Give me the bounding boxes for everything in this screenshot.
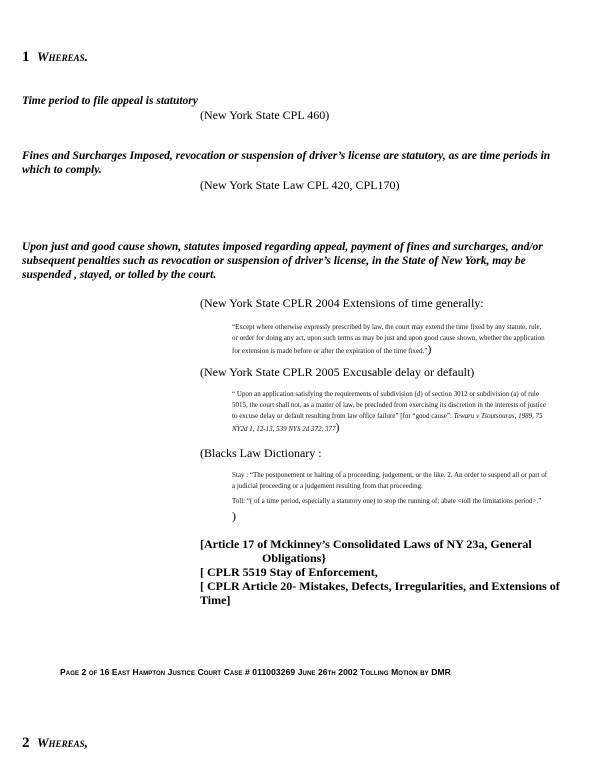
cplr-2005-quote — [232, 389, 597, 435]
blacks-closing-paren: ) — [232, 509, 236, 523]
citation-cpl-460: (New York State CPL 460) — [200, 108, 330, 122]
section-label: Whereas. — [37, 49, 88, 64]
blacks-toll-definition: Toll: “( of a time period, especially a statutory one) to stop the running of; abate <toll the limitations period>.” — [232, 497, 542, 505]
section-number: 2 — [22, 735, 30, 751]
cplr-article-20: [ CPLR Article 20- Mistakes, Defects, Irregularities, and Extensions of — [200, 579, 560, 593]
statement-good-cause — [22, 240, 597, 282]
section-number: 1 — [22, 49, 30, 65]
quote-line: “Except where otherwise expressly prescribed by law, the court may extend the time fixed by any statute, rule, — [232, 323, 542, 331]
quote-line — [232, 422, 597, 435]
statement-fines — [22, 149, 592, 177]
article-17: [Article 17 of Mckinney’s Consolidated Laws of NY 23a, General — [200, 537, 532, 551]
quote-line: or order for doing any act, upon such terms as may be just and upon good cause shown, whether the application — [232, 334, 545, 342]
statement-line: suspended , stayed, or tolled by the court. — [22, 269, 217, 281]
quote-text: for extension is made before or after the expiration of the time fixed.” — [232, 347, 428, 355]
quote-line: “ Upon an application satisfying the requirements of subdivision (d) of section 3012 or subdivision (a) of rule — [232, 390, 539, 398]
section-label: Whereas, — [37, 735, 88, 750]
cplr-2004-title: (New York State CPLR 2004 Extensions of time generally: — [200, 296, 484, 310]
statement-appeal: Time period to file appeal is statutory — [22, 95, 198, 107]
quote-line — [232, 411, 597, 422]
cplr-2004-quote — [232, 322, 597, 357]
quote-line: Stay : “The postponement or halting of a proceeding, judgement, or the like. 2. An order to suspend all or part of — [232, 471, 548, 479]
statement-line: Fines and Surcharges Imposed, revocation or suspension of driver’s license are statutory, as are time periods in — [22, 150, 551, 162]
section-heading-1 — [22, 49, 88, 66]
citation-cpl-420: (New York State Law CPL 420, CPL170) — [200, 178, 400, 192]
statement-line: which to comply. — [22, 164, 102, 176]
closing-paren: ) — [335, 420, 340, 434]
cplr-5519: [ CPLR 5519 Stay of Enforcement, — [200, 565, 378, 579]
case-citation: NY2d 1, 12-13, 539 NYS 2d 372, 377 — [232, 425, 336, 433]
cplr-article-20-continued: Time] — [200, 593, 231, 607]
blacks-stay-definition — [232, 470, 597, 492]
quote-line: 5015, the court shall not, as a matter of law, be precluded from exercising its discretion in the interests of justice — [232, 401, 546, 409]
statement-line: subsequent penalties such as revocation or suspension of driver’s license, in the State of New York, may be — [22, 255, 526, 267]
quote-line — [232, 344, 597, 357]
quote-text: to excuse delay or default resulting from law office failure” [for “good cause”: — [232, 412, 454, 420]
quote-line: a judicial proceeding or a judgement resulting from that proceeding. — [232, 482, 423, 490]
page-footer: Page 2 of 16 East Hampton Justice Court Case # 011003269 June 26th 2002 Tolling Motion by DMR — [60, 667, 451, 677]
case-name: Tewaru v Tsoutsouras, 1989, 75 — [453, 412, 543, 420]
section-heading-2 — [22, 735, 88, 752]
blacks-title: (Blacks Law Dictionary : — [200, 446, 322, 460]
cplr-2005-title: (New York State CPLR 2005 Excusable delay or default) — [200, 365, 475, 379]
article-17-continued: Obligations} — [262, 551, 327, 565]
closing-paren: ) — [427, 342, 432, 356]
statement-line: Upon just and good cause shown, statutes imposed regarding appeal, payment of fines and surcharges, and/or — [22, 241, 543, 253]
article-list — [200, 537, 595, 607]
